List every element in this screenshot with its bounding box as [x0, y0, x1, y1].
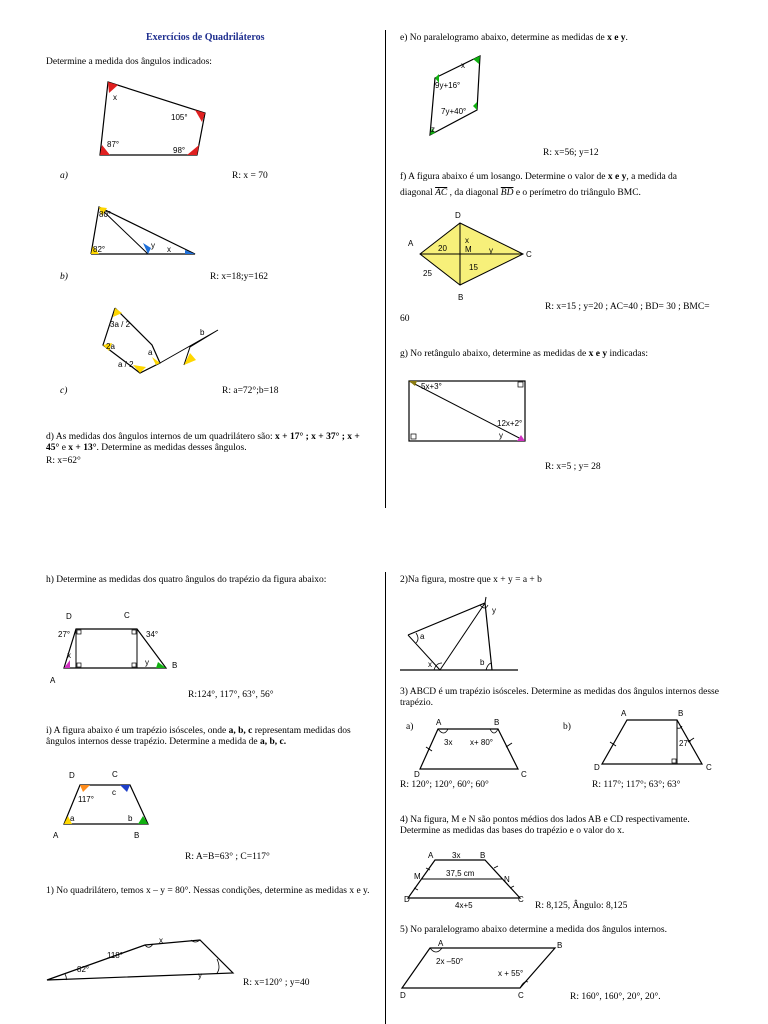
fig-f-15: 15 — [469, 263, 478, 272]
fig-5-angle2: x + 55° — [498, 969, 524, 978]
question-e-text-post: . — [625, 33, 628, 43]
fig-4-C: C — [518, 895, 524, 904]
question-g-text-post: indicadas: — [607, 349, 648, 359]
fig-3a-D: D — [414, 770, 420, 779]
question-d-bold2: x + 13° — [68, 443, 97, 453]
fig-c-b: b — [200, 328, 205, 337]
question-g-text-pre: g) No retângulo abaixo, determine as medidas de — [400, 349, 589, 359]
fig-i-B: B — [134, 831, 140, 840]
answer-3b: R: 117°; 117°; 63°; 63° — [592, 780, 681, 790]
question-e — [400, 33, 628, 44]
intro-text: Determine a medida dos ângulos indicados: — [46, 57, 212, 67]
fig-5-C: C — [518, 991, 524, 1000]
answer-b: R: x=18;y=162 — [210, 272, 268, 282]
fig-a-x: x — [113, 93, 117, 102]
question-h: h) Determine as medidas dos quatro ângulos do trapézio da figura abaixo: — [46, 575, 327, 585]
column-divider-bottom — [385, 572, 386, 1024]
answer-5: R: 160°, 160°, 20°, 20°. — [570, 992, 661, 1002]
fig-4-B: B — [480, 851, 486, 860]
question-f-line1 — [400, 172, 677, 183]
question-e-text-pre: e) No paralelogramo abaixo, determine as medidas de — [400, 33, 608, 43]
fig-f-D: D — [455, 211, 461, 220]
question-f-line2-mid: , da diagonal — [447, 188, 501, 198]
fig-3b-D: D — [594, 763, 600, 772]
fig-4-top: 3x — [452, 851, 461, 860]
fig-g-y: y — [499, 431, 503, 440]
answer-f-cont: 60 — [400, 314, 410, 324]
fig-f-A: A — [408, 239, 414, 248]
fig-4-A: A — [428, 851, 434, 860]
figure-c — [100, 305, 225, 380]
fig-i-c: c — [112, 788, 116, 797]
fig-e-angle1: 9y+16° — [435, 81, 461, 90]
question-d-text-mid: e — [59, 443, 69, 453]
answer-g: R: x=5 ; y= 28 — [545, 462, 601, 472]
question-5: 5) No paralelogramo abaixo determine a medida dos ângulos internos. — [400, 925, 667, 935]
fig-a-angle3: 98° — [173, 146, 186, 155]
question-d — [46, 432, 371, 454]
question-i-bold1: a, b, c — [228, 726, 253, 736]
fig-a-angle2: 87° — [107, 140, 120, 149]
fig-b-x: x — [167, 245, 171, 254]
fig-h-A: A — [50, 676, 56, 685]
question-f-line1-pre: f) A figura abaixo é um losango. Determine o valor de — [400, 172, 608, 182]
fig-1-x: x — [159, 936, 163, 945]
figure-4 — [400, 850, 530, 910]
fig-5-B: B — [557, 941, 563, 950]
fig-f-B: B — [458, 293, 464, 302]
answer-f: R: x=15 ; y=20 ; AC=40 ; BD= 30 ; BMC= — [545, 302, 710, 312]
fig-2-x: x — [428, 660, 432, 669]
fig-3b-label: b) — [563, 722, 571, 732]
fig-3a-C: C — [521, 770, 527, 779]
answer-d: R: x=62° — [46, 456, 81, 466]
question-4: 4) Na figura, M e N são pontos médios dos lados AB e CD respectivamente. Determine as medidas das bases do trapézio e o valor do x. — [400, 815, 690, 836]
figure-h — [48, 608, 188, 688]
segment-bd: $\overline{BD}$ — [500, 188, 514, 198]
question-1: 1) No quadrilátero, temos x – y = 80°. Nessas condições, determine as medidas x e y. — [46, 886, 370, 896]
fig-g-angle2: 12x+2° — [497, 419, 523, 428]
fig-i-D: D — [69, 771, 75, 780]
question-f-line1-post: , a medida da — [626, 172, 678, 182]
fig-i-angle1: 117° — [78, 795, 94, 804]
figure-3b — [592, 709, 712, 772]
fig-3b-A: A — [621, 709, 627, 718]
fig-3b-angle1: 27° — [679, 739, 692, 748]
fig-i-a: a — [70, 814, 75, 823]
fig-a-angle1: 105° — [171, 113, 188, 122]
fig-c-angle3: a / 2 — [118, 360, 134, 369]
question-g — [400, 349, 648, 360]
fig-b-angle2: 82° — [93, 245, 106, 254]
fig-i-C: C — [112, 770, 118, 779]
figure-f — [405, 208, 535, 303]
fig-f-20: 20 — [438, 244, 447, 253]
fig-5-A: A — [438, 939, 444, 948]
page-title: Exercícios de Quadriláteros — [146, 32, 265, 43]
fig-f-C: C — [526, 250, 532, 259]
fig-b-angle1: 80° — [99, 210, 112, 219]
fig-4-D: D — [404, 895, 410, 904]
answer-i: R: A=B=63° ; C=117° — [185, 852, 270, 862]
fig-b-y: y — [151, 241, 155, 250]
figure-1 — [45, 928, 240, 983]
fig-h-angle2: 34° — [146, 630, 159, 639]
fig-g-angle1: 5x+3° — [421, 382, 442, 391]
question-3: 3) ABCD é um trapézio isósceles. Determine as medidas dos ângulos internos desse trapézio. — [400, 687, 719, 708]
fig-3a-A: A — [436, 718, 442, 727]
answer-3a: R: 120°; 120°, 60°; 60° — [400, 780, 489, 790]
label-a: a) — [60, 171, 68, 181]
fig-e-x: x — [461, 61, 465, 70]
fig-e-angle2: 7y+40° — [441, 107, 467, 116]
answer-a: R: x = 70 — [232, 171, 268, 181]
fig-4-M: M — [414, 872, 421, 881]
answer-1: R: x=120° ; y=40 — [243, 978, 310, 988]
fig-f-M: M — [465, 245, 472, 254]
fig-2-y: y — [492, 606, 496, 615]
figure-a — [95, 75, 215, 160]
fig-3a-B: B — [494, 718, 500, 727]
fig-h-x: x — [67, 651, 71, 660]
fig-2-a: a — [420, 632, 425, 641]
question-d-bold1: x + 17° ; x + 37° ; x + 45° — [46, 432, 360, 453]
fig-4-bot: 4x+5 — [455, 901, 473, 910]
answer-4: R: 8,125, Ângulo: 8,125 — [535, 901, 628, 911]
question-g-bold: x e y — [588, 349, 608, 359]
fig-2-b: b — [480, 658, 485, 667]
fig-3b-B: B — [678, 709, 684, 718]
label-c: c) — [60, 386, 68, 396]
fig-3b-C: C — [706, 763, 712, 772]
figure-5 — [400, 938, 565, 1000]
question-f-line2 — [400, 188, 641, 199]
answer-c: R: a=72°;b=18 — [222, 386, 279, 396]
fig-4-N: N — [504, 875, 510, 884]
fig-h-angle1: 27° — [58, 630, 71, 639]
question-f-line2-post: e o perímetro do triângulo BMC. — [513, 188, 641, 198]
fig-h-D: D — [66, 612, 72, 621]
fig-4-mid: 37,5 cm — [446, 869, 475, 878]
fig-1-y: y — [198, 971, 202, 980]
fig-c-angle2: 2a — [106, 342, 115, 351]
fig-f-25: 25 — [423, 269, 432, 278]
figure-i — [50, 768, 160, 843]
figure-e — [425, 50, 490, 140]
fig-5-angle1: 2x –50° — [436, 957, 464, 966]
question-i-bold2: a, b, c. — [259, 737, 287, 747]
fig-c-angle4: a — [148, 348, 153, 357]
answer-h: R:124°, 117°, 63°, 56° — [188, 690, 274, 700]
fig-1-angle1: 118° — [107, 951, 123, 960]
fig-f-y: y — [489, 246, 493, 255]
fig-3a-angle1: 3x — [444, 738, 453, 747]
label-b: b) — [60, 272, 68, 282]
fig-h-B: B — [172, 661, 178, 670]
question-d-text-post: . Determine as medidas desses ângulos. — [96, 443, 247, 453]
figure-3a — [414, 717, 533, 779]
fig-1-angle2: 82° — [77, 965, 90, 974]
question-e-bold: x e y — [607, 33, 626, 43]
fig-i-A: A — [53, 831, 59, 840]
fig-e-z: z — [431, 125, 435, 134]
question-2: 2)Na figura, mostre que x + y = a + b — [400, 575, 542, 585]
fig-c-angle1: 3a / 2 — [110, 320, 131, 329]
question-f-line2-pre: diagonal — [400, 188, 436, 198]
answer-e: R: x=56; y=12 — [543, 148, 599, 158]
fig-f-x: x — [465, 236, 469, 245]
fig-h-y: y — [145, 658, 149, 667]
question-i — [46, 726, 376, 748]
column-divider-top — [385, 30, 386, 508]
question-i-text-mid: representam medidas dos ângulos internos desse trapézio. Determine a medida de — [46, 726, 351, 747]
figure-2 — [400, 595, 520, 675]
segment-ac: $\overline{AC}$ — [435, 188, 448, 198]
figure-g — [407, 378, 529, 443]
fig-5-D: D — [400, 991, 406, 1000]
figure-b — [85, 198, 205, 258]
question-i-text-pre: i) A figura abaixo é um trapézio isósceles, onde — [46, 726, 229, 736]
fig-3a-label: a) — [406, 722, 414, 732]
question-f-line1-bold: x e y — [607, 172, 627, 182]
fig-i-b: b — [128, 814, 133, 823]
fig-3a-angle2: x+ 80° — [470, 738, 493, 747]
fig-h-C: C — [124, 611, 130, 620]
question-d-text-pre: d) As medidas dos ângulos internos de um quadrilátero são: — [46, 432, 276, 442]
